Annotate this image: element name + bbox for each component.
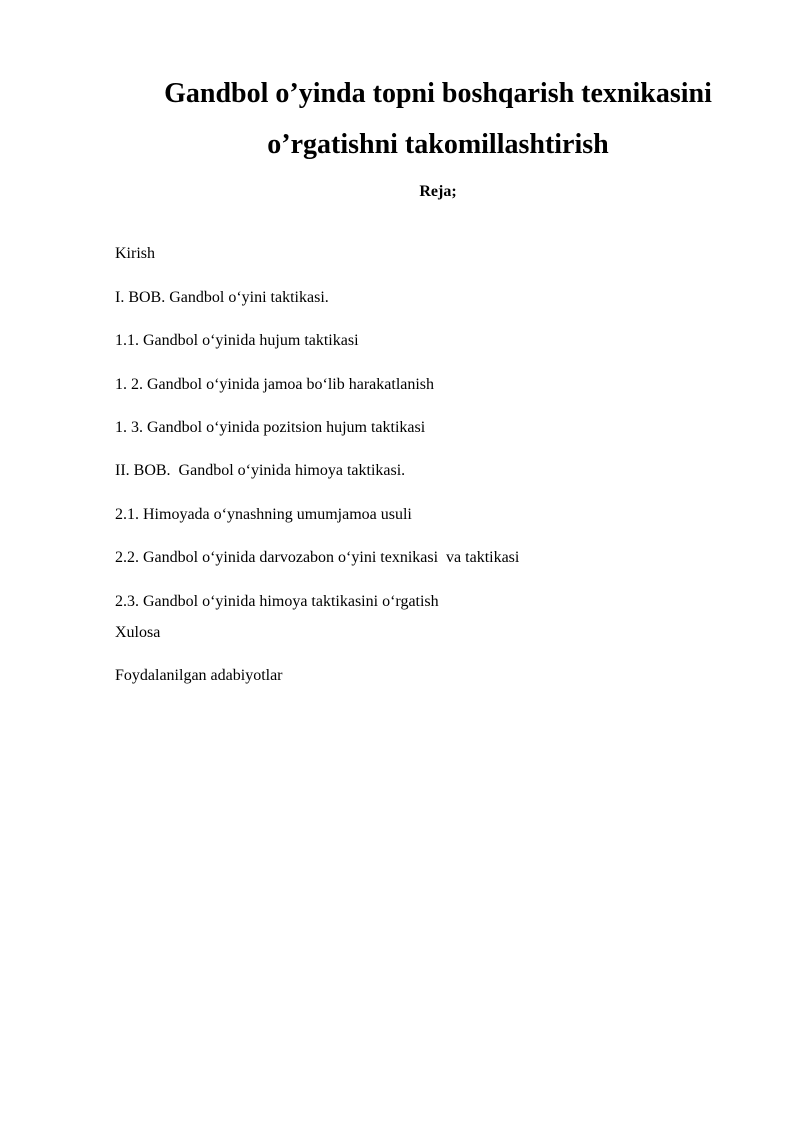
toc-item-chapter-2: II. BOB. Gandbol o‘yinida himoya taktikasi. [115,462,406,479]
toc-item-section-2-2: 2.2. Gandbol o‘yinida darvozabon o‘yini texnikasi va taktikasi [115,549,520,566]
toc-item-section-1-1: 1.1. Gandbol o‘yinida hujum taktikasi [115,332,359,349]
toc-item-section-1-3: 1. 3. Gandbol o‘yinida pozitsion hujum taktikasi [115,419,426,436]
toc-item-chapter-1: I. BOB. Gandbol o‘yini taktikasi. [115,289,329,306]
toc-item-introduction: Kirish [115,245,155,262]
toc-item-section-1-2: 1. 2. Gandbol o‘yinida jamoa bo‘lib harakatlanish [115,376,435,393]
toc-item-section-2-1: 2.1. Himoyada o‘ynashning umumjamoa usuli [115,506,412,523]
toc-item-section-2-3: 2.3. Gandbol o‘yinida himoya taktikasini o‘rgatish [115,593,439,610]
document-title-line-2: o’rgatishni takomillashtirish [267,129,609,160]
document-title-line-1: Gandbol o’yinda topni boshqarish texnikasini [164,78,712,109]
toc-item-conclusion: Xulosa [115,624,161,641]
toc-item-references: Foydalanilgan adabiyotlar [115,667,283,684]
plan-heading: Reja; [419,183,457,200]
